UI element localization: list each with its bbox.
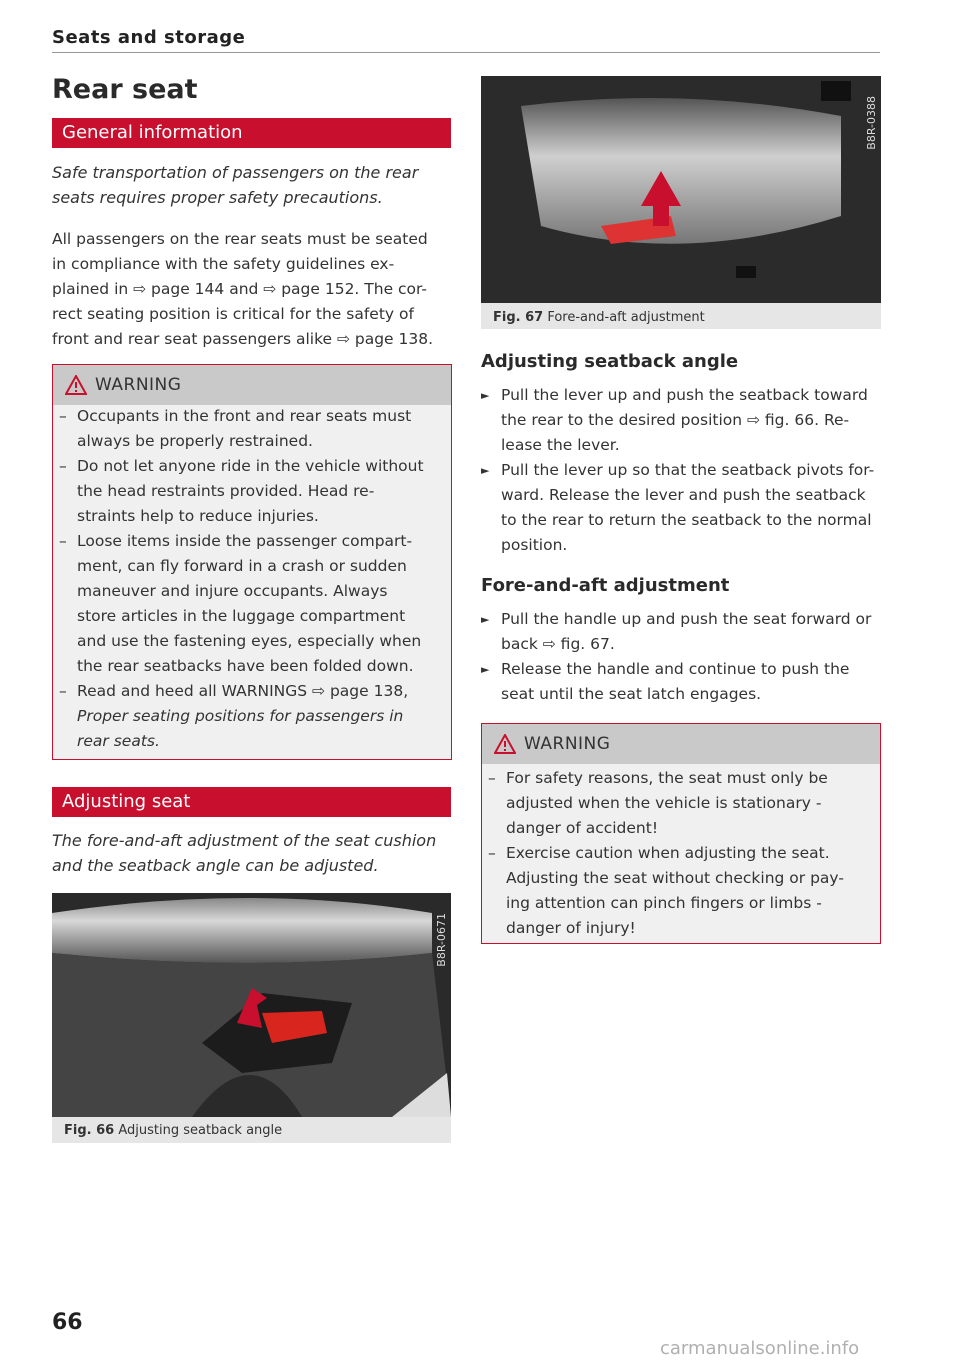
body-line: All passengers on the rear seats must be seated	[52, 230, 428, 248]
step-item: ► Pull the lever up so that the seatback pivots for- ward. Release the lever and push the seatback to the rear to return the seatback to the normal position.	[481, 458, 881, 558]
general-intro: Safe transportation of passengers on the rear seats requires proper safety precautions.	[52, 163, 419, 207]
warning-item: – Loose items inside the passenger compart- ment, can fly forward in a crash or sudden maneuver and injure occupants. Always store articles in the luggage compartment and use the fastening eyes, especially when the rear seatbacks have been folded down.	[53, 529, 443, 679]
watermark: carmanualsonline.info	[660, 1338, 860, 1359]
warning-list	[482, 766, 880, 941]
seat-lever-illustration	[52, 893, 451, 1117]
body-line: front and rear seat passengers alike ⇨ page 138.	[52, 330, 434, 348]
warning-triangle-icon	[494, 734, 516, 754]
figure-code: B8R-0671	[435, 913, 448, 967]
warning-header	[482, 724, 880, 764]
warning-item: – For safety reasons, the seat must only be adjusted when the vehicle is stationary - danger of accident!	[482, 766, 872, 841]
step-item: ► Pull the lever up and push the seatback toward the rear to the desired position ⇨ fig. 66. Re- lease the lever.	[481, 383, 881, 458]
figure-66-caption	[52, 1117, 451, 1143]
figure-caption-text: Adjusting seatback angle	[118, 1123, 283, 1138]
body-line: plained in ⇨ page 144 and ⇨ page 152. The cor-	[52, 280, 428, 298]
header-divider	[52, 52, 880, 53]
figure-number: Fig. 67	[493, 310, 544, 325]
warning-list	[53, 404, 451, 754]
seat-handle-illustration	[481, 76, 881, 303]
warning-header	[53, 365, 451, 405]
figure-67-image	[481, 76, 881, 303]
adjusting-seat-heading: Adjusting seat	[52, 787, 451, 817]
page-number: 66	[52, 1310, 83, 1335]
figure-67-caption	[481, 303, 881, 329]
page-title: Rear seat	[52, 74, 198, 105]
warning-label: WARNING	[524, 734, 611, 754]
body-line: rect seating position is critical for the safety of	[52, 305, 414, 323]
figure-66-image	[52, 893, 451, 1117]
warning-item: – Do not let anyone ride in the vehicle without the head restraints provided. Head re- straints help to reduce injuries.	[53, 454, 443, 529]
figure-number: Fig. 66	[64, 1123, 115, 1138]
foreaft-steps	[481, 607, 881, 707]
seatback-heading: Adjusting seatback angle	[481, 351, 739, 372]
figure-caption-text: Fore-and-aft adjustment	[547, 310, 705, 325]
general-body	[52, 227, 452, 352]
warning-item: – Occupants in the front and rear seats must always be properly restrained.	[53, 404, 443, 454]
warning-item: – Exercise caution when adjusting the seat. Adjusting the seat without checking or pay- ing attention can pinch fingers or limbs - danger of injury!	[482, 841, 872, 941]
body-line: in compliance with the safety guidelines ex-	[52, 255, 395, 273]
foreaft-heading: Fore-and-aft adjustment	[481, 575, 730, 596]
seatback-steps	[481, 383, 881, 558]
warning-label: WARNING	[95, 375, 182, 395]
warning-box-1	[52, 364, 452, 760]
warning-triangle-icon	[65, 375, 87, 395]
warning-item: – Read and heed all WARNINGS ⇨ page 138, Proper seating positions for passengers in rear seats.	[53, 679, 443, 754]
step-item: ► Release the handle and continue to push the seat until the seat latch engages.	[481, 657, 881, 707]
figure-code: B8R-0388	[865, 96, 878, 150]
step-item: ► Pull the handle up and push the seat forward or back ⇨ fig. 67.	[481, 607, 881, 657]
warning-box-2	[481, 723, 881, 944]
general-information-heading: General information	[52, 118, 451, 148]
adjusting-intro: The fore-and-aft adjustment of the seat cushion and the seatback angle can be adjusted.	[52, 831, 437, 875]
section-header: Seats and storage	[52, 27, 246, 48]
